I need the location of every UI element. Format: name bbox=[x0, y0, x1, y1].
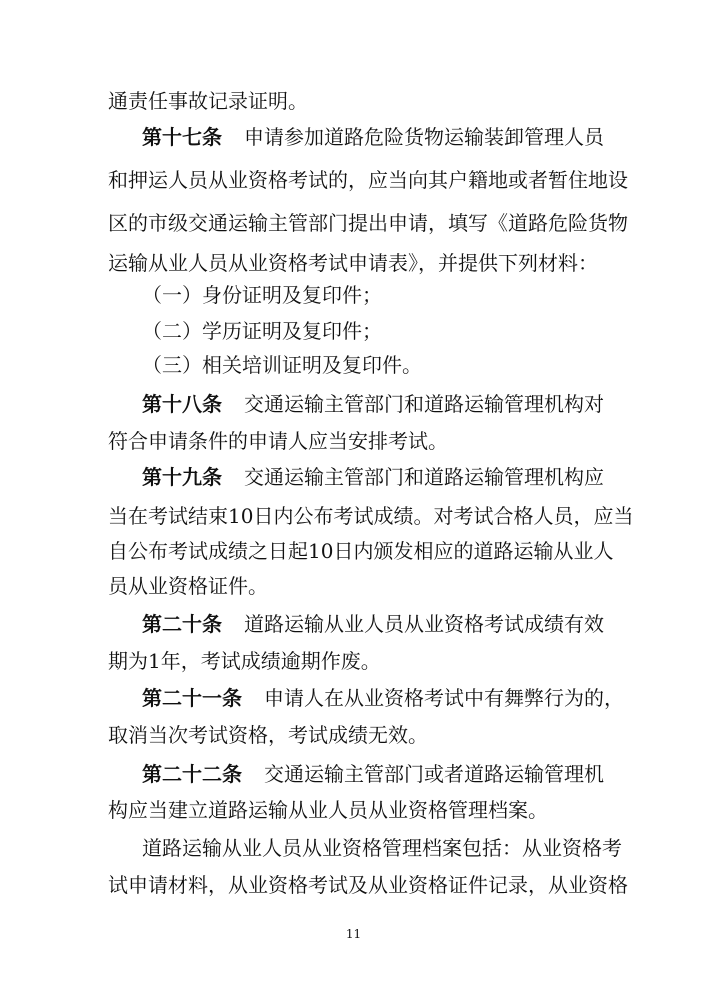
article-number: 第二十一条 bbox=[142, 686, 242, 710]
list-item bbox=[142, 280, 382, 310]
line-text: 运输从业人员从业资格考试申请表》，并提供下列材料： bbox=[108, 251, 598, 275]
line-text: 通责任事故记录证明。 bbox=[108, 89, 308, 113]
line-text: 道路运输从业人员从业资格考试成绩有效 bbox=[244, 612, 604, 636]
line-text: 取消当次考试资格，考试成绩无效。 bbox=[108, 723, 428, 747]
text-line bbox=[108, 165, 628, 195]
article-number: 第二十条 bbox=[142, 612, 222, 636]
line-text: 期为1年，考试成绩逾期作废。 bbox=[108, 649, 381, 673]
article-number: 第十八条 bbox=[142, 392, 222, 416]
article-19-heading-line bbox=[142, 462, 604, 492]
page-number: 11 bbox=[345, 927, 362, 941]
text-line bbox=[108, 870, 628, 900]
text-line bbox=[108, 795, 548, 825]
line-text: 当在考试结束10日内公布考试成绩。对考试合格人员，应当 bbox=[108, 504, 634, 528]
line-text: 区的市级交通运输主管部门提出申请，填写《道路危险货物 bbox=[108, 211, 628, 235]
text-line bbox=[108, 720, 428, 750]
text-line bbox=[108, 86, 308, 116]
article-number: 第十九条 bbox=[142, 465, 222, 489]
line-text: （一）身份证明及复印件； bbox=[142, 283, 382, 307]
line-text: （三）相关培训证明及复印件。 bbox=[142, 353, 422, 377]
article-18-heading-line bbox=[142, 389, 604, 419]
text-line bbox=[108, 501, 633, 531]
line-text: 交通运输主管部门或者道路运输管理机 bbox=[264, 762, 604, 786]
text-line bbox=[108, 208, 628, 238]
line-text: 交通运输主管部门和道路运输管理机构对 bbox=[244, 392, 604, 416]
list-item bbox=[142, 350, 422, 380]
article-20-heading-line bbox=[142, 609, 604, 639]
line-text: 试申请材料，从业资格考试及从业资格证件记录，从业资格 bbox=[108, 873, 628, 897]
line-text: （二）学历证明及复印件； bbox=[142, 319, 382, 343]
article-21-heading-line bbox=[142, 683, 624, 713]
text-line bbox=[108, 646, 381, 676]
line-text: 和押运人员从业资格考试的，应当向其户籍地或者暂住地设 bbox=[108, 168, 628, 192]
line-text: 自公布考试成绩之日起10日内颁发相应的道路运输从业人 bbox=[108, 539, 614, 563]
line-text: 符合申请条件的申请人应当安排考试。 bbox=[108, 429, 448, 453]
line-text: 交通运输主管部门和道路运输管理机构应 bbox=[244, 465, 604, 489]
list-item bbox=[142, 316, 382, 346]
article-number: 第二十二条 bbox=[142, 762, 242, 786]
article-22-heading-line bbox=[142, 759, 604, 789]
text-line bbox=[108, 536, 613, 566]
line-text: 道路运输从业人员从业资格管理档案包括：从业资格考 bbox=[142, 836, 622, 860]
line-text: 申请人在从业资格考试中有舞弊行为的， bbox=[264, 686, 624, 710]
line-text: 构应当建立道路运输从业人员从业资格管理档案。 bbox=[108, 798, 548, 822]
text-line bbox=[108, 248, 598, 278]
text-line bbox=[142, 833, 622, 863]
text-line bbox=[108, 426, 448, 456]
article-17-heading-line bbox=[142, 122, 604, 152]
line-text: 申请参加道路危险货物运输装卸管理人员 bbox=[244, 125, 604, 149]
article-number: 第十七条 bbox=[142, 125, 222, 149]
text-line bbox=[108, 571, 268, 601]
line-text: 员从业资格证件。 bbox=[108, 574, 268, 598]
